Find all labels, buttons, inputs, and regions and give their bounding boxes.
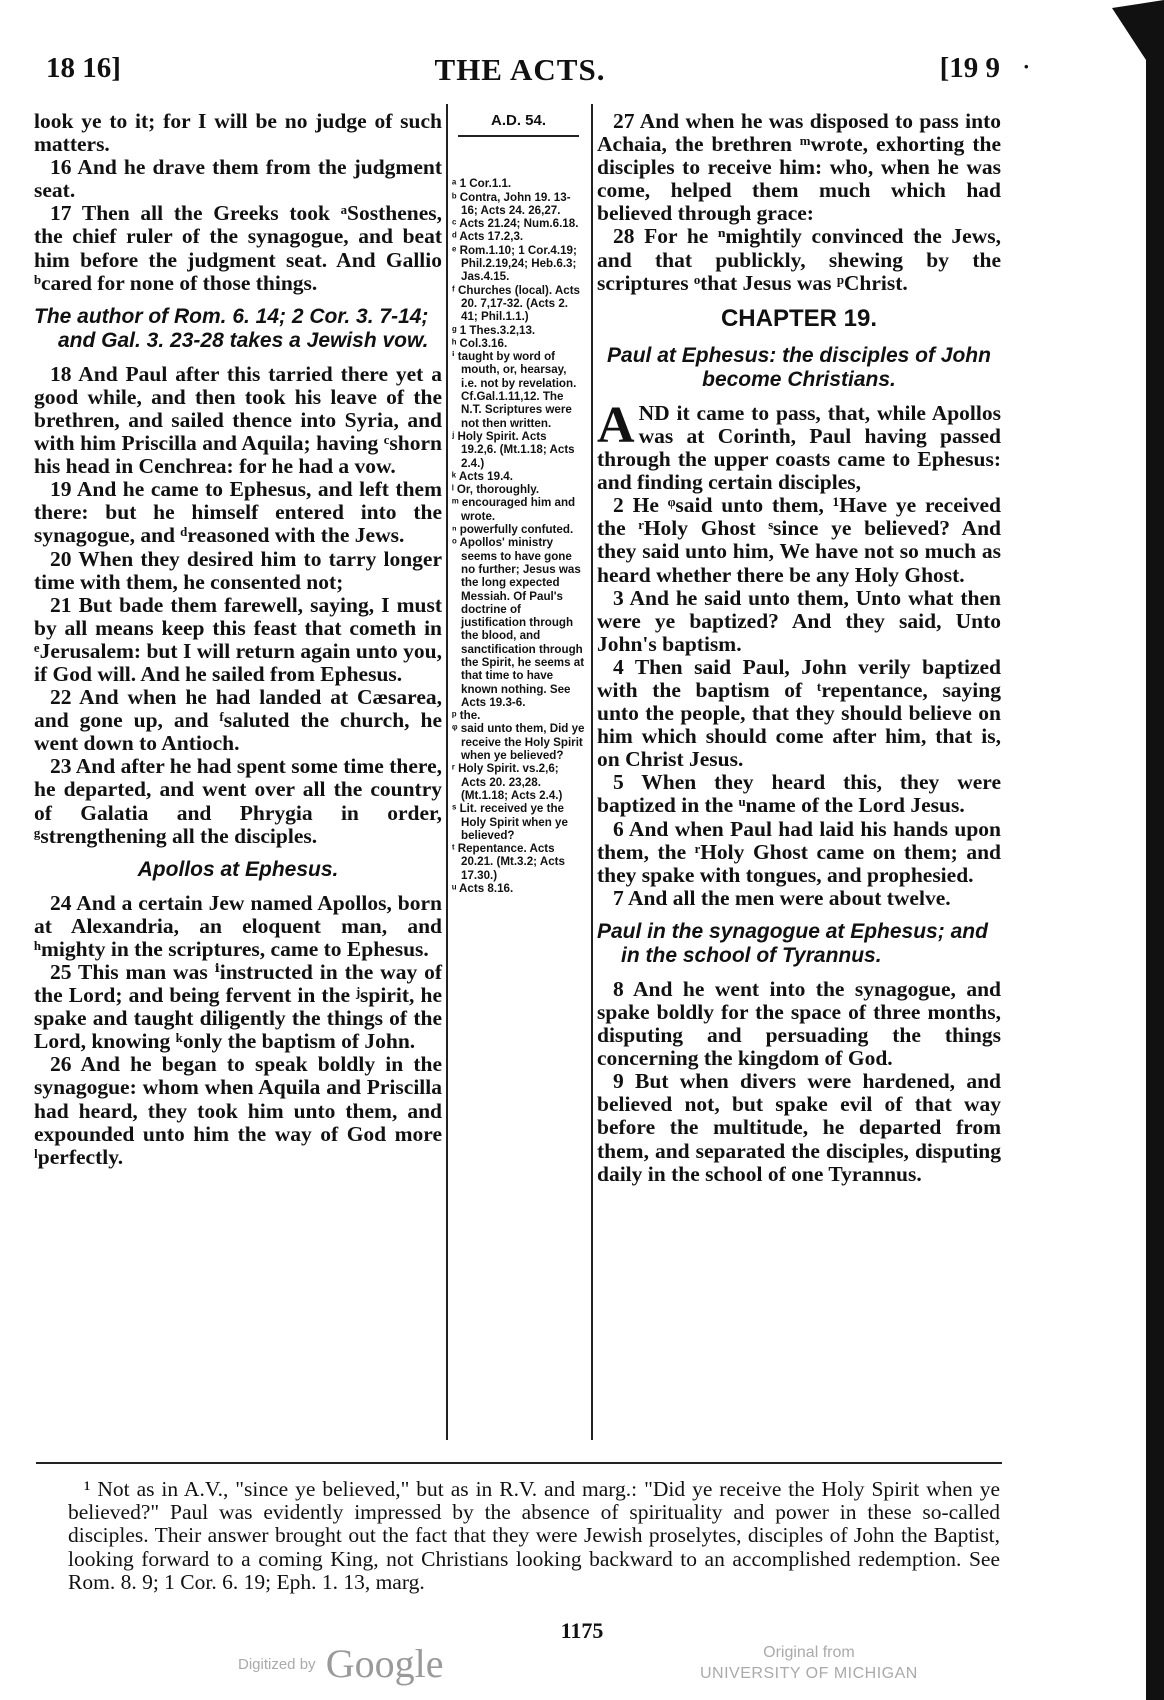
page-number: 1175 xyxy=(560,1618,604,1643)
digitized-by-label: Digitized by xyxy=(238,1656,316,1673)
margin-note: ᵍ 1 Thes.3.2,13. xyxy=(452,323,536,337)
right-column-rule xyxy=(591,104,593,1440)
margin-note: ᵏ Acts 19.4. xyxy=(452,469,513,483)
margin-date: A.D. 54. xyxy=(490,112,547,129)
margin-note: ᵐ encouraged him and wrote. xyxy=(452,496,576,523)
margin-note: ᵃ 1 Cor.1.1. xyxy=(452,177,512,191)
margin-note: ᵘ Acts 8.16. xyxy=(452,882,514,896)
digitized-by-watermark xyxy=(238,1640,443,1687)
verse-paragraph: 20 When they desired him to tarry longer time with them, he consented not; xyxy=(34,546,442,594)
verse-paragraph: 25 This man was ⁱinstructed in the way of the Lord; and being fervent in the ʲspirit, he spake and taught diligently the things of the Lord, knowing ᵏonly the baptism of John. xyxy=(34,960,442,1054)
header-speck: · xyxy=(1022,54,1030,79)
verse-paragraph: 5 When they heard this, they were baptized in the ᵘname of the Lord Jesus. xyxy=(597,770,1001,818)
verse-paragraph: 7 And all the men were about twelve. xyxy=(613,885,951,910)
margin-date-rule xyxy=(458,135,579,137)
chapter-heading: CHAPTER 19. xyxy=(720,304,878,332)
margin-note: ˡ Or, thoroughly. xyxy=(452,483,540,497)
verse-paragraph: 16 And he drave them from the judgment seat. xyxy=(34,155,442,203)
verse-paragraph: 17 Then all the Greeks took ᵃSosthenes, the chief ruler of the synagogue, and beat him before the judgment seat. And Gallio ᵇcared for none of those things. xyxy=(34,201,442,295)
margin-note: ᶠ Churches (local). Acts 20. 7,17-32. (Acts 2. 41; Phil.1.1.) xyxy=(452,283,581,324)
left-text-column xyxy=(34,110,442,1169)
margin-note: ᵉ Rom.1.10; 1 Cor.4.19; Phil.2.19,24; Heb.6.3; Jas.4.15. xyxy=(452,243,577,284)
left-column-rule xyxy=(446,104,448,1440)
header-book-title: THE ACTS. xyxy=(434,52,606,87)
verse-paragraph: 3 And he said unto them, Unto what then were ye baptized? And they said, Unto John's baptism. xyxy=(597,585,1001,656)
margin-note: ʰ Col.3.16. xyxy=(452,336,508,350)
drop-cap-letter: A xyxy=(597,396,635,454)
margin-note: ᵒ Apollos' ministry seems to have gone no further; Jesus was the long expected Messiah. Of Paul's doctrine of justification through the blood, and sanctification through the Spirit, he seems at that time to have known nothing. See Acts 19.3-6. xyxy=(452,536,585,709)
margin-note: ʲ Holy Spirit. Acts 19.2,6. (Mt.1.18; Acts 2.4.) xyxy=(452,429,575,470)
original-from-watermark xyxy=(700,1642,918,1684)
section-heading: Apollos at Ephesus. xyxy=(137,857,339,881)
margin-note: ᵗ Repentance. Acts 20.21. (Mt.3.2; Acts 17.30.) xyxy=(452,842,565,882)
verse-paragraph: 23 And after he had spent some time there, he departed, and went over all the country of Galatia and Phrygia in order, ᵍstrengthening all the disciples. xyxy=(34,754,442,848)
verse-paragraph: 21 But bade them farewell, saying, I must by all means keep this feast that cometh in ᵉJerusalem: but I will return again unto you, if God will. And he sailed from Ephesus. xyxy=(34,592,442,686)
verse-text: ND it came to pass, that, while Apollos was at Corinth, Paul having passed through the upper coasts came to Ephesus: and finding certain disciples, xyxy=(597,400,1001,495)
section-heading: Paul in the synagogue at Ephesus; and in the school of Tyrannus. xyxy=(597,919,988,967)
google-logo: Google xyxy=(325,1641,444,1686)
verse-paragraph: 8 And he went into the synagogue, and spake boldly for the space of three months, disputing and persuading the things concerning the kingdom of God. xyxy=(597,976,1001,1071)
margin-note: ᵠ said unto them, Did ye receive the Holy Spirit when ye believed? xyxy=(452,722,585,763)
right-text-column xyxy=(597,110,1001,1186)
section-heading: The author of Rom. 6. 14; 2 Cor. 3. 7-14; and Gal. 3. 23-28 takes a Jewish vow. xyxy=(34,304,429,352)
verse-paragraph xyxy=(597,396,1001,495)
verse-paragraph: 22 And when he had landed at Cæsarea, and gone up, and ᶠsaluted the church, he went down to Antioch. xyxy=(34,685,442,756)
original-from-label: Original from xyxy=(763,1644,855,1661)
margin-references xyxy=(452,108,585,895)
margin-note: ⁿ powerfully confuted. xyxy=(452,523,574,537)
institution-label: UNIVERSITY OF MICHIGAN xyxy=(700,1665,918,1682)
header-right-reference: [19 9 xyxy=(939,52,1000,84)
margin-note: ᵇ Contra, John 19. 13-16; Acts 24. 26,27. xyxy=(452,190,571,217)
footnote-rule xyxy=(36,1462,1002,1464)
verse-paragraph: 6 And when Paul had laid his hands upon them, the ʳHoly Ghost came on them; and they spake with tongues, and prophesied. xyxy=(597,816,1001,887)
margin-note: ᵖ the. xyxy=(452,709,481,723)
running-header xyxy=(40,52,1030,92)
verse-paragraph: 2 He ᵠsaid unto them, ¹Have ye received the ʳHoly Ghost ˢsince ye believed? And they said unto him, We have not so much as heard whether there be any Holy Ghost. xyxy=(597,493,1001,587)
margin-note: ᶜ Acts 21.24; Num.6.18. xyxy=(452,217,579,231)
verse-paragraph: 26 And he began to speak boldly in the synagogue: whom when Aquila and Priscilla had heard, they took him unto them, and expounded unto him the way of God more ˡperfectly. xyxy=(34,1052,442,1169)
verse-paragraph: 18 And Paul after this tarried there yet a good while, and then took his leave of the brethren, and sailed thence into Syria, and with him Priscilla and Aquila; having ᶜshorn his head in Cenchrea: for he had a vow. xyxy=(34,361,442,479)
verse-paragraph: 19 And he came to Ephesus, and left them there: but he himself entered into the synagogue, and ᵈreasoned with the Jews. xyxy=(34,477,442,548)
verse-paragraph: 9 But when divers were hardened, and believed not, but spake evil of that way before the multitude, he departed from them, and separated the disciples, disputing daily in the school of one Tyrannus. xyxy=(597,1069,1001,1186)
margin-note: ˢ Lit. received ye the Holy Spirit when ye believed? xyxy=(452,802,568,842)
verse-paragraph: 4 Then said Paul, John verily baptized with the baptism of ᵗrepentance, saying unto the people, that they should believe on him which should come after him, that is, on Christ Jesus. xyxy=(597,654,1001,772)
verse-paragraph: 24 And a certain Jew named Apollos, born at Alexandria, an eloquent man, and ʰmighty in the scriptures, came to Ephesus. xyxy=(34,890,442,961)
verse-paragraph: 28 For he ⁿmightily convinced the Jews, and that publickly, shewing by the scriptures ᵒthat Jesus was ᵖChrist. xyxy=(597,224,1001,295)
footnote: ¹ Not as in A.V., "since ye believed," but as in R.V. and marg.: "Did ye receive the Holy Spirit when ye believed?" Paul was evidently impressed by the absence of spirituality and power in these so-called disciples. Their answer brought out the fact that they were Jewish proselytes, disciples of John the Baptist, looking forward to a coming King, not Christians looking backward to an accomplished redemption. See Rom. 8. 9; 1 Cor. 6. 19; Eph. 1. 13, marg. xyxy=(68,1477,1000,1594)
page-edge-shadow xyxy=(1104,0,1164,1700)
margin-note: ʳ Holy Spirit. vs.2,6; Acts 20. 23,28. (Mt.1.18; Acts 2.4.) xyxy=(452,762,563,802)
verse-paragraph: 27 And when he was disposed to pass into Achaia, the brethren ᵐwrote, exhorting the disciples to receive him: who, when he was come, helped them much which had believed through grace: xyxy=(597,109,1001,226)
section-heading: Paul at Ephesus: the disciples of John become Christians. xyxy=(607,343,991,391)
verse-continuation: look ye to it; for I will be no judge of such matters. xyxy=(34,109,442,157)
margin-notes xyxy=(452,177,585,895)
header-left-reference: 18 16] xyxy=(46,52,121,84)
margin-note: ᵈ Acts 17.2,3. xyxy=(452,230,524,244)
margin-note: ⁱ taught by word of mouth, or, hearsay, i.e. not by revelation. Cf.Gal.1.11,12. The N.T. Scriptures were not then written. xyxy=(452,350,577,430)
